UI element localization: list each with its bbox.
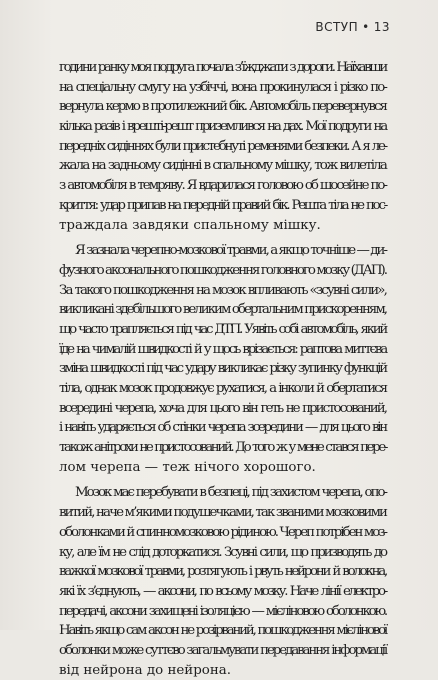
text-line: вернула кермо в протилежний бік. Автомобіль перевернувся (59, 99, 386, 115)
text-line: викликані здебільшого великим обертальним прискоренням, (59, 302, 386, 318)
text-line: ку, але їм не слід доторкатися. Зсувні сили, що призводять до (59, 544, 386, 560)
text-line: Навіть якщо сам аксон не розірваний, пошкодження мієлінової (59, 623, 386, 639)
header-separator: • (362, 20, 370, 34)
text-line: передніх сидіннях були пристебнуті ременями безпеки. А я ле- (59, 138, 386, 154)
text-line: криття: удар припав на передній правий бік. Решта тіла не пос- (59, 197, 386, 213)
text-line: лом черепа — теж нічого хорошого. (59, 459, 316, 475)
running-header (315, 20, 390, 34)
paragraph (59, 483, 386, 680)
text-line: що часто трапляється під час ДТП. Уявіть собі автомобіль, який (59, 321, 386, 337)
text-line: траждала завдяки спальному мішку. (59, 217, 321, 233)
text-line: оболонки може суттєво загальмувати передавання інформації (59, 642, 386, 658)
paragraph (59, 241, 386, 477)
text-line: важкої мозкової травми, розтягують і рвуть нейрони й волокна, (59, 564, 386, 580)
section-title: ВСТУП (315, 20, 359, 34)
text-line: зміна швидкості під час удару викликає різку зупинку функцій (59, 361, 386, 377)
text-line: години ранку моя подруга почала з’їжджати з дороги. Наїхавши (59, 60, 386, 75)
text-line: тіла, однак мозок продовжує рухатися, а інколи й обертатися (59, 381, 386, 396)
text-line: За такого пошкодження на мозок впливають «зсувні сили», (59, 282, 386, 298)
text-line: які їх з’єднують, — аксони, по всьому мозку. Наче лінії електро- (59, 583, 386, 599)
text-line: кілька разів і врешті-решт приземлився на дах. Мої подруги на (59, 119, 386, 135)
text-line: передачі, аксони захищені ізоляцією — мієліновою оболонкою. (59, 603, 386, 619)
text-line: Я зазнала черепно-мозкової травми, а якщо точніше — ди- (75, 243, 386, 259)
text-line: оболонками й спинномозковою рідиною. Череп потрібен моз- (59, 524, 386, 540)
text-line: їде на чималій швидкості й у щось врізається: раптова миттєва (59, 341, 386, 357)
text-line: витий, наче м’якими подушечками, так званими мозковими (59, 505, 386, 521)
text-line: жала на задньому сидінні в спальному мішку, тож вилетіла (59, 158, 386, 174)
page-number: 13 (373, 20, 390, 34)
text-line: Мозок має перебувати в безпеці, під захистом черепа, опо- (75, 485, 386, 501)
paragraph (59, 58, 386, 235)
text-line: і навіть ударяється об стінки черепа зсередини — для цього він (59, 420, 386, 436)
text-line: також анітрохи не пристосований. До того ж у мене стався пере- (59, 440, 386, 456)
text-line: фузного аксонального пошкодження головного мозку (ДАП). (59, 262, 386, 278)
text-line: всередині черепа, хоча для цього він геть не пристосований, (59, 400, 386, 416)
text-line: на спеціальну смугу на узбіччі, вона прокинулася і різко по- (59, 79, 386, 95)
body-text (59, 58, 386, 680)
text-line: від нейрона до нейрона. (59, 662, 232, 678)
text-line: з автомобіля в темряву. Я вдарилася головою об шосейне по- (59, 178, 386, 194)
